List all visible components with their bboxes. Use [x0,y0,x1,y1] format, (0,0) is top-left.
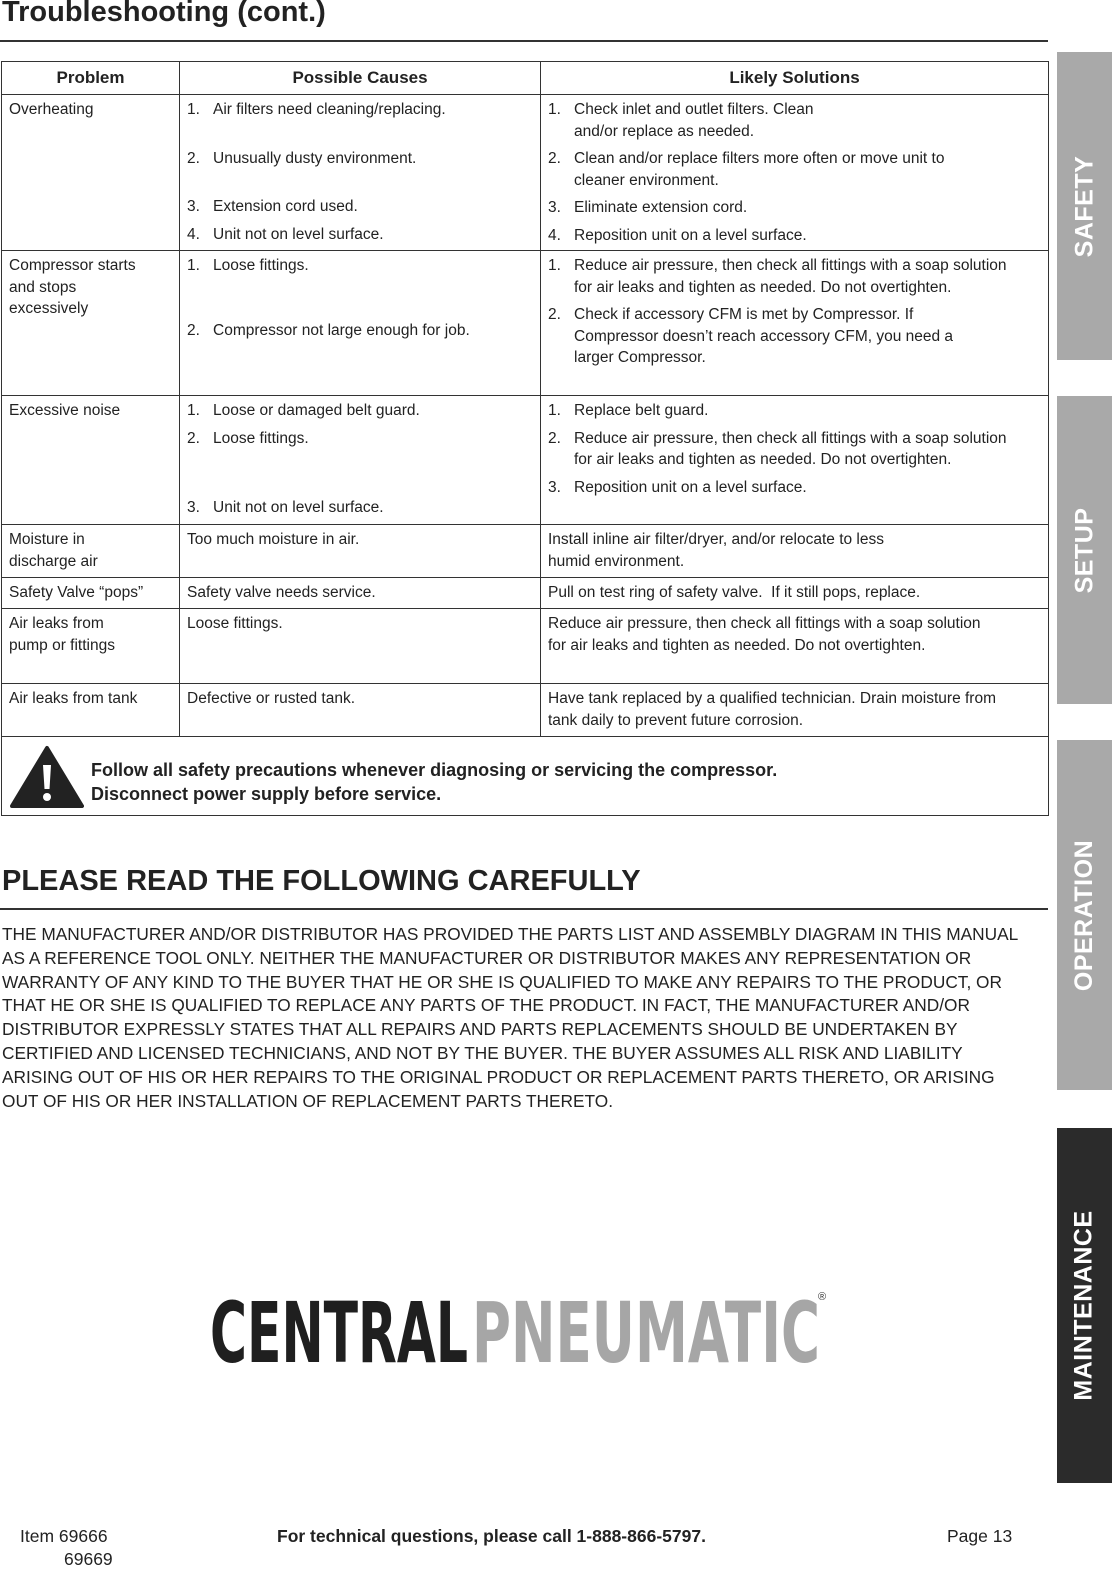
table-row [2,396,1049,525]
column-header-solutions: Likely Solutions [541,62,1049,95]
logo-part-central: CENTRAL [210,1288,468,1368]
problem-cell [2,609,180,684]
solution-item: Reduce air pressure, then check all fittings with a soap solution for air leaks and tighten as needed. Do not overtighten. [574,429,1007,468]
side-tab-operation[interactable] [1057,740,1112,1090]
side-tab-safety[interactable] [1057,52,1112,360]
solution-cell [541,684,1049,737]
cause-item: Loose fittings. [213,429,309,447]
solutions-cell: 1. Replace belt guard. 2. Reduce air pressure, then check all fittings with a soap solution for air leaks and tighten as needed. Do not overtighten. 3. Reposition unit on a level surface. [541,396,1049,525]
solution-text: Have tank replaced by a qualified technician. Drain moisture from tank daily to prevent future corrosion. [548,690,997,729]
side-tab-label: SAFETY [1070,155,1098,257]
cause-item: Compressor not large enough for job. [213,321,470,339]
side-tab-label: OPERATION [1070,839,1099,991]
solution-item: Check inlet and outlet filters. Clean and/or replace as needed. [574,101,814,140]
problem-cell [2,251,180,396]
solution-item: Check if accessory CFM is met by Compressor. If Compressor doesn’t reach accessory CFM, you need a larger Compressor. [574,306,954,366]
causes-cell: 1. Loose fittings. 2. Compressor not large enough for job. [180,251,541,396]
title-divider [0,40,1048,42]
footer-item: Item 69666 [20,1526,108,1546]
warning-line: Disconnect power supply before service. [91,784,442,804]
problem-cell: Air leaks from tank [2,684,180,737]
cause-item: Loose or damaged belt guard. [213,402,420,419]
cause-item: Unit not on level surface. [213,499,384,516]
warning-text [91,758,777,806]
footer-phone: For technical questions, please call 1-888-866-5797. [277,1526,706,1546]
side-tab-setup[interactable] [1057,396,1112,704]
side-tab-maintenance[interactable] [1057,1128,1112,1483]
table-row [2,525,1049,578]
brand-logo [210,1288,850,1368]
cause-item: Air filters need cleaning/replacing. [213,101,446,118]
solution-item: Reposition unit on a level surface. [574,226,807,244]
solution-item: Reduce air pressure, then check all fittings with a soap solution for air leaks and tighten as needed. Do not overtighten. [574,257,1007,296]
page-title: Troubleshooting (cont.) [2,0,326,28]
cause-item: Loose fittings. [213,257,309,274]
solution-item: Replace belt guard. [574,402,709,419]
solution-cell [541,525,1049,578]
cause-cell: Safety valve needs service. [180,578,541,609]
column-header-problem: Problem [2,62,180,95]
notice-divider [0,908,1048,910]
warning-box [2,737,1049,816]
table-row [2,578,1049,609]
table-row [2,251,1049,396]
notice-heading: PLEASE READ THE FOLLOWING CAREFULLY [2,865,641,897]
solutions-cell: 1. Check inlet and outlet filters. Clean and/or replace as needed. 2. Clean and/or replace filters more often or move unit to cleaner environment. 3. Eliminate extension cord. 4. Reposition unit on a level surface. [541,95,1049,251]
footer-item-2: 69669 [64,1549,113,1569]
solution-item: Reposition unit on a level surface. [574,478,807,496]
column-header-causes: Possible Causes [180,62,541,95]
problem-text: Moisture in discharge air [9,531,98,570]
registered-mark: ® [818,1291,827,1303]
table-row [2,684,1049,737]
solution-cell: Pull on test ring of safety valve. If it still pops, replace. [541,578,1049,609]
table-row [2,95,1049,251]
cause-item: Unit not on level surface. [213,225,384,243]
cause-cell: Loose fittings. [180,609,541,684]
solution-text: Reduce air pressure, then check all fittings with a soap solution for air leaks and tighten as needed. Do not overtighten. [548,615,981,654]
warning-triangle-icon [10,745,84,809]
footer-item-numbers [20,1525,113,1571]
problem-cell: Excessive noise [2,396,180,525]
table-row [2,609,1049,684]
side-tab-label: SETUP [1070,507,1099,593]
footer-page-number: Page 13 [947,1526,1013,1546]
solution-item: Clean and/or replace filters more often or move unit to cleaner environment. [574,150,945,189]
problem-cell: Safety Valve “pops” [2,578,180,609]
causes-cell: 1. Air filters need cleaning/replacing. 2. Unusually dusty environment. 3. Extension cord used. 4. Unit not on level surface. [180,95,541,251]
cause-item: Unusually dusty environment. [213,149,417,167]
problem-text: Compressor starts and stops excessively [9,257,136,317]
solution-text: Install inline air filter/dryer, and/or relocate to less humid environment. [548,531,884,570]
cause-cell: Defective or rusted tank. [180,684,541,737]
warning-row [2,737,1049,816]
cause-item: Extension cord used. [213,198,358,215]
solutions-cell: 1. Reduce air pressure, then check all fittings with a soap solution for air leaks and tighten as needed. Do not overtighten. 2. Check if accessory CFM is met by Compressor. If Compressor doesn’t reach accessory CFM, you need a larger Compressor. [541,251,1049,396]
solution-cell [541,609,1049,684]
logo-part-pneumatic: PNEUMATIC [472,1288,820,1368]
problem-cell: Overheating [2,95,180,251]
warning-line: Follow all safety precautions whenever diagnosing or servicing the compressor. [91,760,778,780]
notice-body: THE MANUFACTURER AND/OR DISTRIBUTOR HAS PROVIDED THE PARTS LIST AND ASSEMBLY DIAGRAM IN THIS MANUAL AS A REFERENCE TOOL ONLY. NEITHER THE MANUFACTURER OR DISTRIBUTOR MAKES ANY REPRESENTATION OR WARRANTY OF ANY KIND TO THE BUYER THAT HE OR SHE IS QUALIFIED TO MAKE ANY REPAIRS TO THE PRODUCT, OR THAT HE OR SHE IS QUALIFIED TO REPLACE ANY PARTS OF THE PRODUCT. IN FACT, THE MANUFACTURER AND/OR DISTRIBUTOR EXPRESSLY STATES THAT ALL REPAIRS AND PARTS REPLACEMENTS SHOULD BE UNDERTAKEN BY CERTIFIED AND LICENSED TECHNICIANS, AND NOT BY THE BUYER. THE BUYER ASSUMES ALL RISK AND LIABILITY ARISING OUT OF HIS OR HER REPAIRS TO THE ORIGINAL PRODUCT OR REPLACEMENT PARTS THERETO, OR ARISING OUT OF HIS OR HER INSTALLATION OF REPLACEMENT PARTS THERETO. [2,924,1018,1111]
solution-item: Eliminate extension cord. [574,199,748,216]
problem-cell [2,525,180,578]
causes-cell: 1. Loose or damaged belt guard. 2. Loose fittings. 3. Unit not on level surface. [180,396,541,525]
cause-cell: Too much moisture in air. [180,525,541,578]
logo-wordmark [210,1288,850,1368]
table-header-row [2,62,1049,95]
side-tab-label: MAINTENANCE [1070,1210,1098,1401]
problem-text: Air leaks from pump or fittings [9,615,115,654]
troubleshooting-table [1,61,1049,816]
